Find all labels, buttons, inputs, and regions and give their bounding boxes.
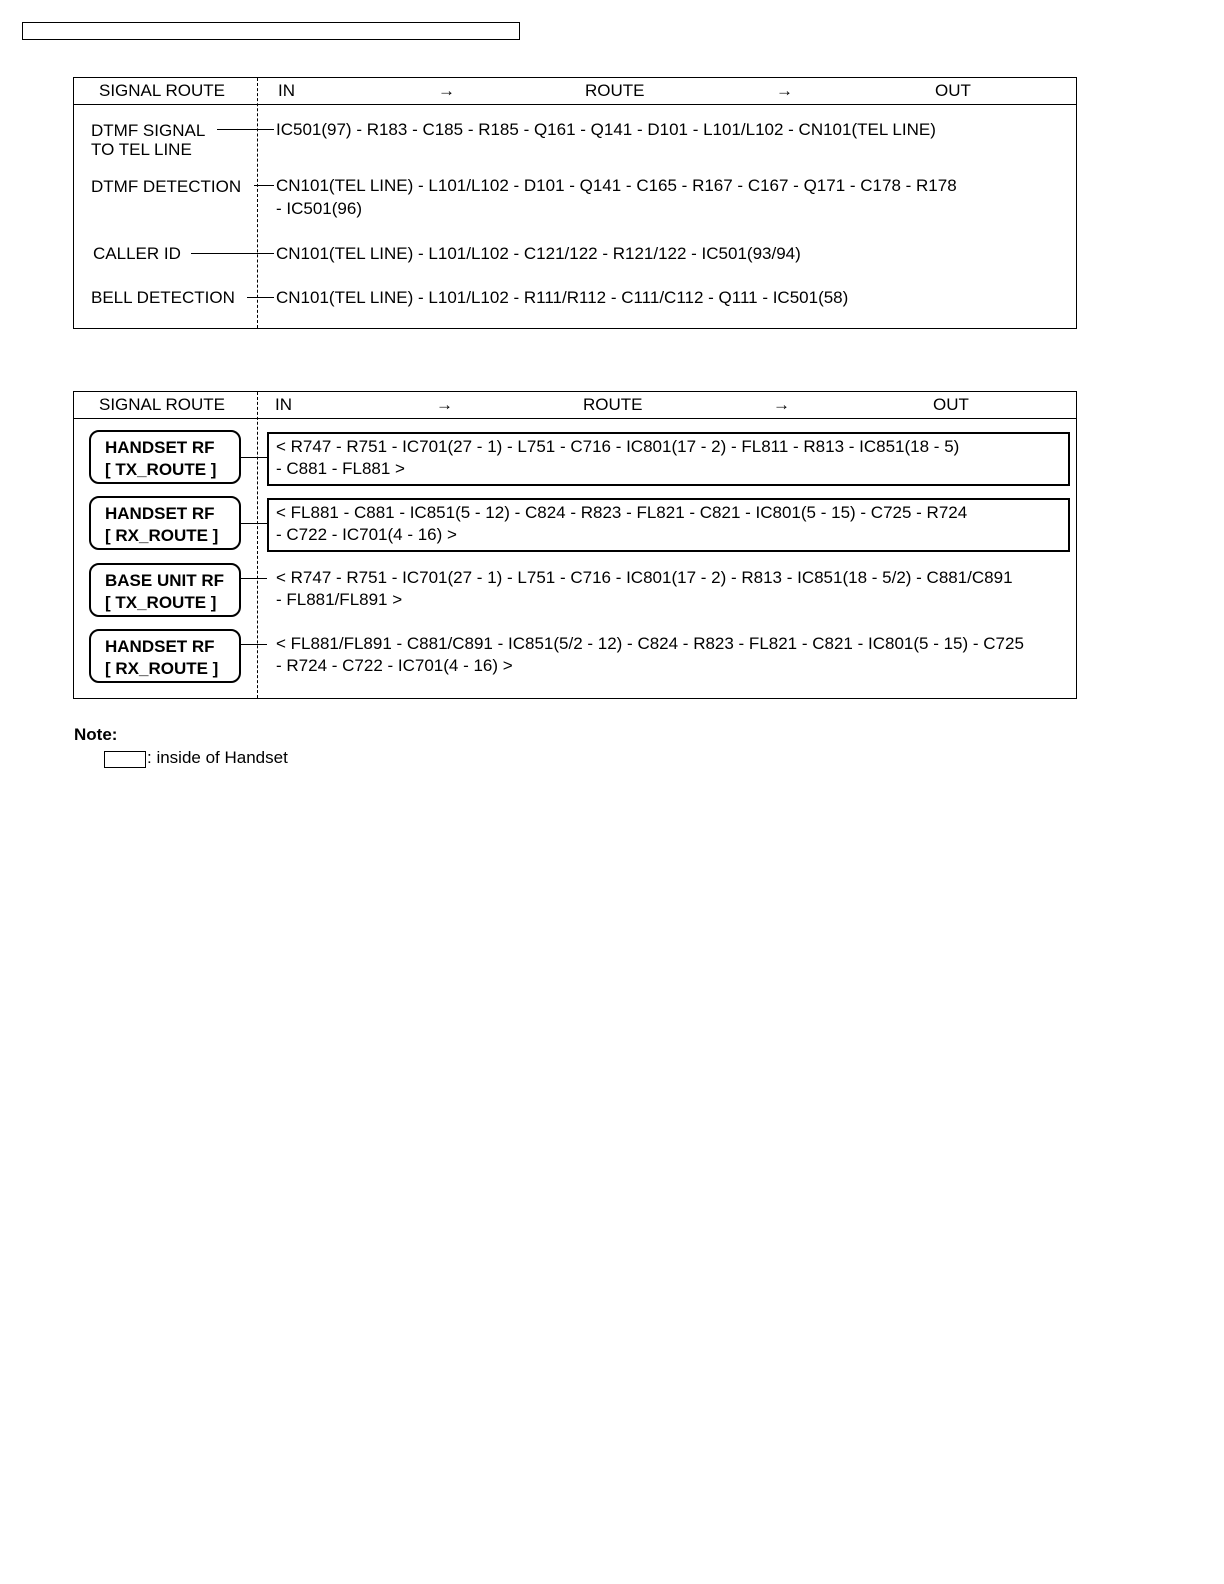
arrow-right-icon: → (773, 395, 790, 414)
route-text: < R747 - R751 - IC701(27 - 1) - L751 - C716 - IC801(17 - 2) - R813 - IC851(18 - 5/2) - C881/C891 - FL881/FL891 > (276, 568, 1013, 609)
column-divider (257, 78, 258, 328)
route-text: CN101(TEL LINE) - L101/L102 - R111/R112 - C111/C112 - Q111 - IC501(58) (276, 288, 849, 307)
connector-line (241, 578, 267, 579)
connector-line (241, 644, 267, 645)
route-text: CN101(TEL LINE) - L101/L102 - D101 - Q141 - C165 - R167 - C167 - Q171 - C178 - R178 - IC501(96) (276, 176, 957, 218)
col-in: IN (275, 395, 292, 414)
col-in: IN (278, 81, 295, 100)
page-header-box (22, 22, 520, 40)
row-label: BELL DETECTION (91, 288, 235, 307)
col-route: ROUTE (583, 395, 643, 414)
route-text: IC501(97) - R183 - C185 - R185 - Q161 - Q141 - D101 - L101/L102 - CN101(TEL LINE) (276, 120, 936, 139)
connector-line (247, 297, 274, 298)
arrow-right-icon: → (776, 81, 793, 100)
table-header (74, 78, 1076, 105)
route-text: < FL881/FL891 - C881/C891 - IC851(5/2 - 12) - C824 - R823 - FL821 - C821 - IC801(5 - 15) - C725 - R724 - C722 - IC701(4 - 16) > (276, 634, 1024, 675)
base-unit-rf-tx-label: BASE UNIT RF [ TX_ROUTE ] (89, 563, 241, 617)
route-text: < FL881 - C881 - IC851(5 - 12) - C824 - R823 - FL821 - C821 - IC801(5 - 15) - C725 - R724 - C722 - IC701(4 - 16) > (276, 503, 968, 544)
handset-rf-rx-label: HANDSET RF [ RX_ROUTE ] (89, 496, 241, 550)
note-text: : inside of Handset (147, 748, 288, 767)
arrow-right-icon: → (438, 81, 455, 100)
column-divider (257, 392, 258, 698)
connector-line (254, 185, 274, 186)
note-title: Note: (74, 725, 118, 744)
connector-line (191, 253, 274, 254)
arrow-right-icon: → (436, 395, 453, 414)
row-label: CALLER ID (93, 244, 181, 263)
row-label: DTMF DETECTION (91, 177, 242, 196)
col-out: OUT (933, 395, 969, 414)
signal-route-table-2 (73, 391, 1077, 699)
col-out: OUT (935, 81, 971, 100)
route-text: CN101(TEL LINE) - L101/L102 - C121/122 - R121/122 - IC501(93/94) (276, 244, 801, 263)
col-signal-route: SIGNAL ROUTE (99, 81, 225, 100)
handset-rf-tx-label: HANDSET RF [ TX_ROUTE ] (89, 430, 241, 484)
table-header (74, 392, 1076, 419)
note-legend-box (104, 751, 146, 768)
connector-line (241, 523, 267, 524)
connector-line (217, 129, 274, 130)
connector-line (241, 457, 267, 458)
signal-route-table-1 (73, 77, 1077, 329)
row-label: DTMF SIGNAL TO TEL LINE (91, 121, 206, 159)
handset-rf-rx-label-2: HANDSET RF [ RX_ROUTE ] (89, 629, 241, 683)
route-text: < R747 - R751 - IC701(27 - 1) - L751 - C716 - IC801(17 - 2) - FL811 - R813 - IC851(18 - 5) - C881 - FL881 > (276, 437, 960, 478)
col-signal-route: SIGNAL ROUTE (99, 395, 225, 414)
col-route: ROUTE (585, 81, 645, 100)
